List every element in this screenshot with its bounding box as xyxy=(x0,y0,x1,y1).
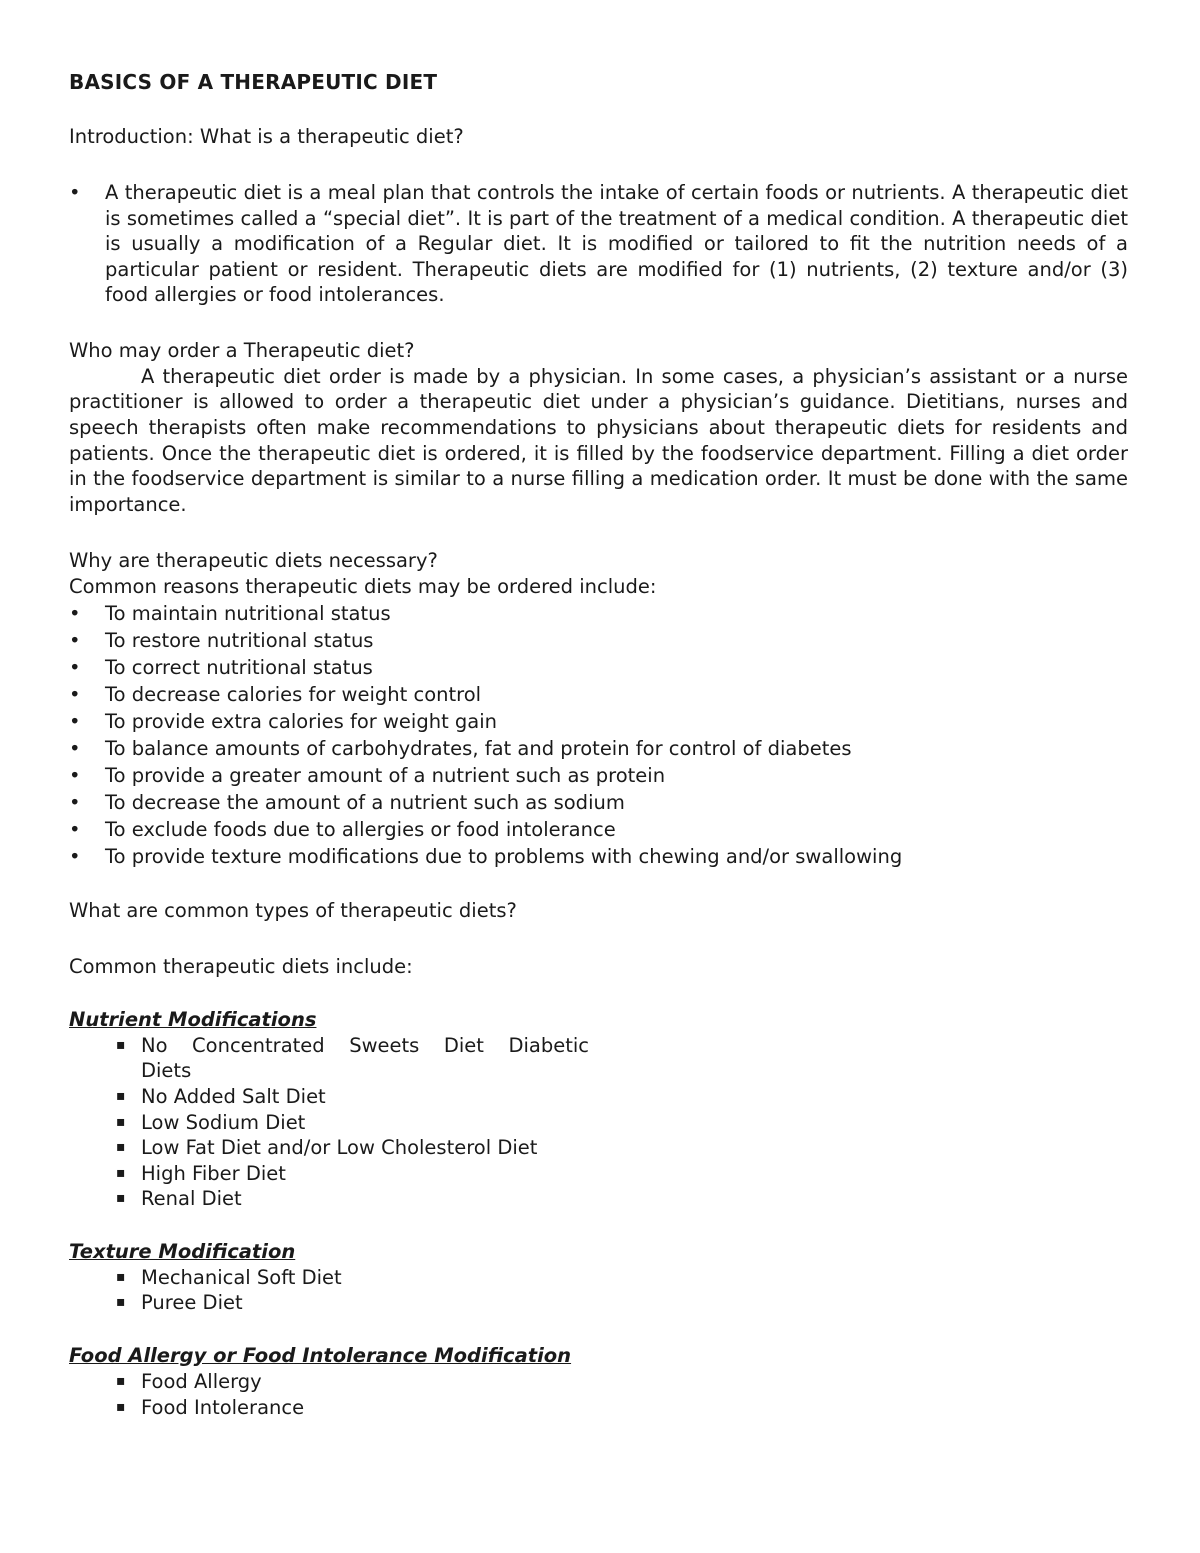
list-item: ▪ No Concentrated Sweets Diet Diabetic Diets xyxy=(116,1033,589,1083)
list-item: • To provide texture modifications due to problems with chewing and/or swallowing xyxy=(69,844,903,868)
bullet-icon: • xyxy=(69,736,81,760)
list-item: • To provide extra calories for weight gain xyxy=(69,709,498,733)
square-bullet-icon: ▪ xyxy=(116,1113,126,1130)
square-bullet-icon: ▪ xyxy=(116,1036,126,1053)
bullet-icon: • xyxy=(69,790,81,814)
list-item: ▪ Low Sodium Diet xyxy=(116,1110,306,1134)
list-item: ▪ Food Intolerance xyxy=(116,1395,305,1419)
bullet-icon: • xyxy=(69,682,81,706)
intro-paragraph xyxy=(69,180,1128,308)
texture-heading: Texture Modification xyxy=(69,1239,296,1263)
bullet-icon: • xyxy=(69,817,81,841)
list-item: • To balance amounts of carbohydrates, fat and protein for control of diabetes xyxy=(69,736,852,760)
list-item: ▪ Low Fat Diet and/or Low Cholesterol Diet xyxy=(116,1136,538,1160)
types-intro: Common therapeutic diets include: xyxy=(69,954,413,978)
square-bullet-icon: ▪ xyxy=(116,1139,126,1156)
bullet-icon: • xyxy=(69,844,81,868)
who-question: Who may order a Therapeutic diet? xyxy=(69,338,415,362)
list-item: ▪ Mechanical Soft Diet xyxy=(116,1265,342,1289)
list-item: • To provide a greater amount of a nutrient such as protein xyxy=(69,763,666,787)
bullet-icon: • xyxy=(69,601,81,625)
bullet-icon: • xyxy=(69,763,81,787)
bullet-icon: • xyxy=(69,709,81,733)
types-question: What are common types of therapeutic diets? xyxy=(69,898,517,922)
why-question: Why are therapeutic diets necessary? xyxy=(69,548,438,572)
document-title: BASICS OF A THERAPEUTIC DIET xyxy=(69,70,438,94)
texture-list xyxy=(69,1265,1128,1316)
bullet-icon: • xyxy=(69,181,81,204)
list-item: ▪ No Added Salt Diet xyxy=(116,1084,326,1108)
square-bullet-icon: ▪ xyxy=(116,1398,126,1415)
intro-paragraph-text: A therapeutic diet is a meal plan that controls the intake of certain foods or nutrients. A therapeutic diet is sometimes called a “special diet”. It is part of the treatment of a medical condition. A therapeutic diet is usually a modification of a Regular diet. It is modified or tailored to fit the nutrition needs of a particular patient or resident. Therapeutic diets are modified for (1) nutrients, (2) texture and/or (3) food allergies or food intolerances. xyxy=(105,181,1128,306)
square-bullet-icon: ▪ xyxy=(116,1373,126,1390)
bullet-icon: • xyxy=(69,655,81,679)
allergy-heading: Food Allergy or Food Intolerance Modification xyxy=(69,1344,572,1368)
list-item: ▪ Food Allergy xyxy=(116,1370,262,1394)
bullet-icon: • xyxy=(69,628,81,652)
allergy-list xyxy=(69,1369,1128,1420)
document-page xyxy=(69,68,1128,1420)
square-bullet-icon: ▪ xyxy=(116,1190,126,1207)
list-item: ▪ Renal Diet xyxy=(116,1187,242,1211)
reasons-list xyxy=(69,600,1128,870)
list-item: • To decrease calories for weight control xyxy=(69,682,482,706)
list-item: • To decrease the amount of a nutrient such as sodium xyxy=(69,790,625,814)
nutrient-heading: Nutrient Modifications xyxy=(69,1007,317,1031)
reasons-intro: Common reasons therapeutic diets may be ordered include: xyxy=(69,574,657,598)
square-bullet-icon: ▪ xyxy=(116,1294,126,1311)
list-item: ▪ High Fiber Diet xyxy=(116,1161,286,1185)
nutrient-list xyxy=(69,1033,1128,1212)
list-item: • To correct nutritional status xyxy=(69,655,373,679)
list-item: ▪ Puree Diet xyxy=(116,1291,243,1315)
list-item: • To maintain nutritional status xyxy=(69,601,391,625)
who-paragraph: A therapeutic diet order is made by a physician. In some cases, a physician’s assistant or a nurse practitioner is allowed to order a therapeutic diet under a physician’s guidance. Dietitians, nurses and speech therapists often make recommendations to physicians about therapeutic diets for residents and patients. Once the therapeutic diet is ordered, it is filled by the foodservice department. Filling a diet order in the foodservice department is similar to a nurse filling a medication order. It must be done with the same importance. xyxy=(69,364,1128,517)
list-item: • To exclude foods due to allergies or food intolerance xyxy=(69,817,616,841)
list-item: • To restore nutritional status xyxy=(69,628,374,652)
intro-question: Introduction: What is a therapeutic diet? xyxy=(69,125,464,148)
square-bullet-icon: ▪ xyxy=(116,1087,126,1104)
square-bullet-icon: ▪ xyxy=(116,1268,126,1285)
square-bullet-icon: ▪ xyxy=(116,1164,126,1181)
